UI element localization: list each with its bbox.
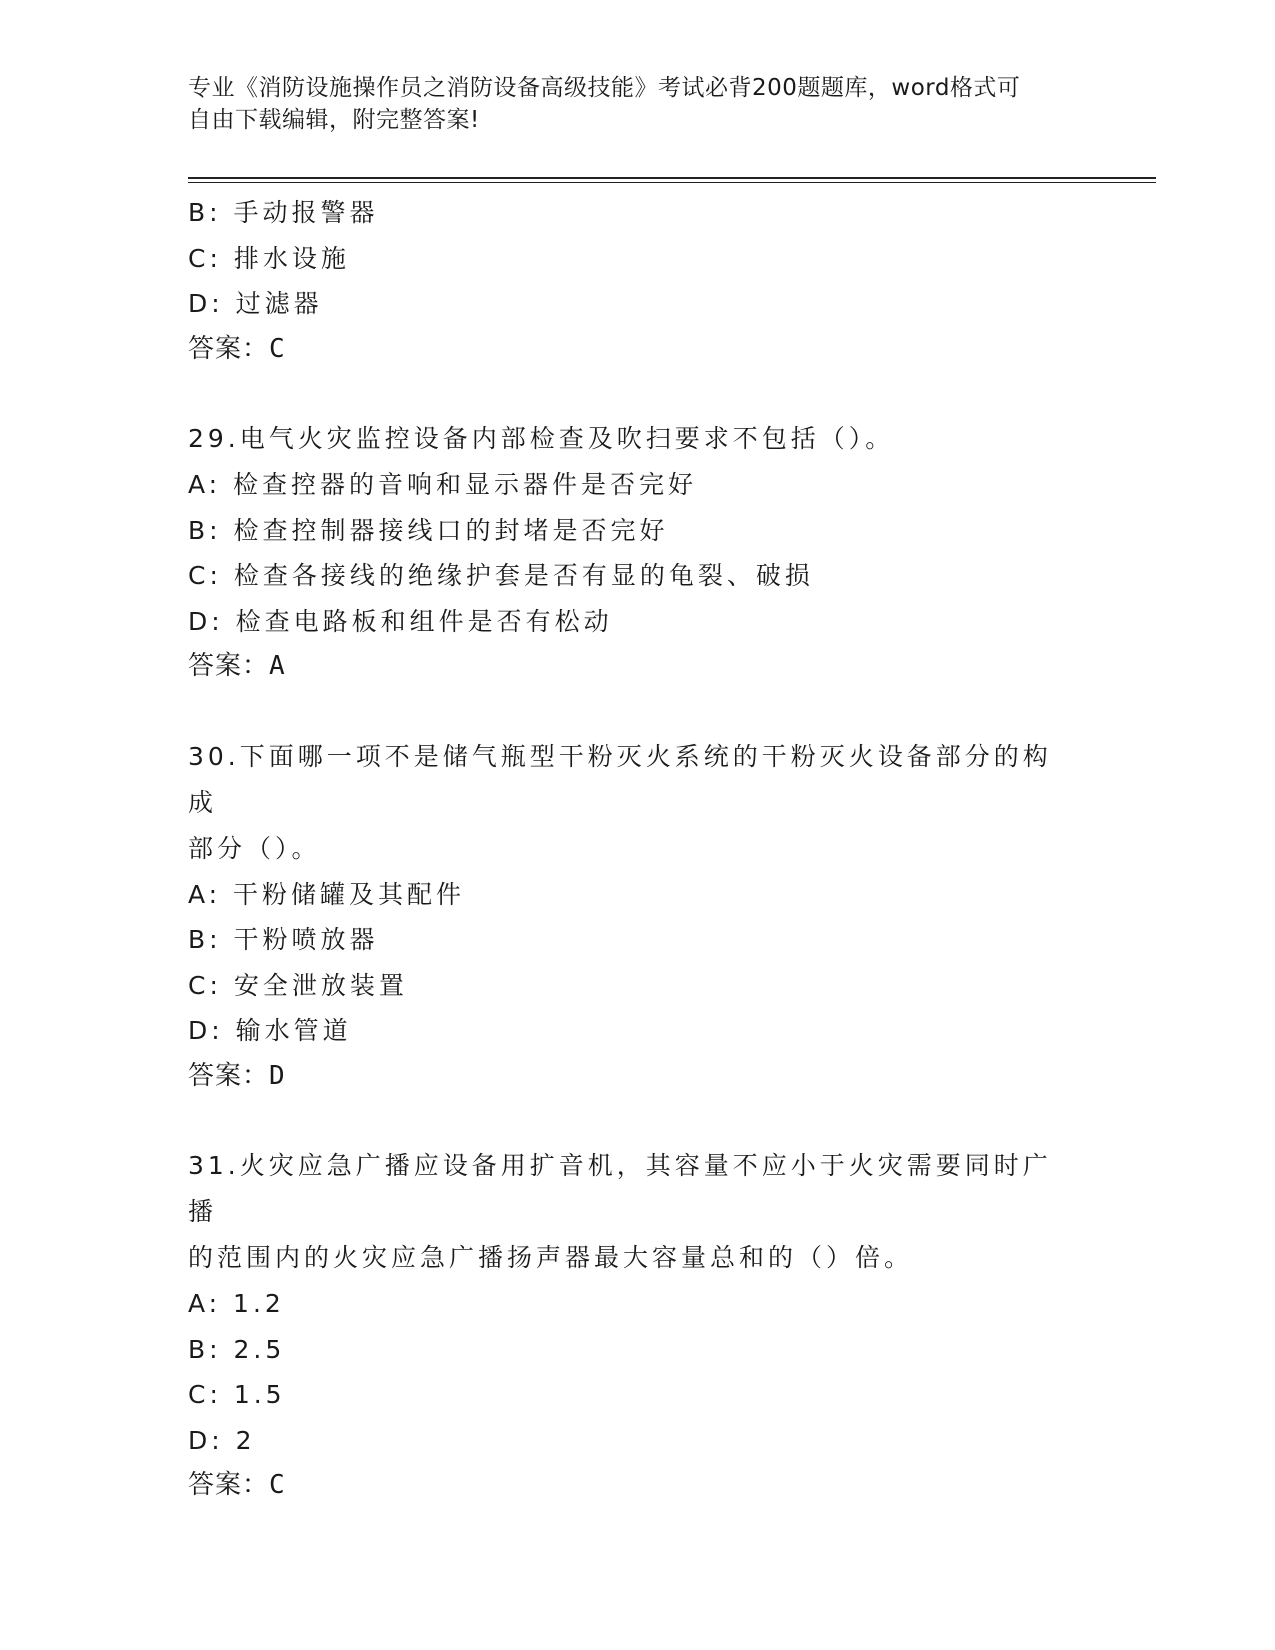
question-31	[188, 1143, 1088, 1509]
option-d: D: 过滤器	[188, 289, 323, 318]
option-d: D: 输水管道	[188, 1016, 352, 1045]
option-b: B: 检查控制器接线口的封堵是否完好	[188, 515, 669, 545]
option-b: B: 干粉喷放器	[188, 925, 379, 954]
option-d: D: 2	[188, 1425, 256, 1455]
option-c: C: 检查各接线的绝缘护套是否有显的龟裂、破损	[188, 561, 814, 590]
question-28-tail	[188, 190, 1088, 372]
option-b: B: 手动报警器	[188, 198, 379, 227]
question-stem-line-2: 部分（）。	[188, 833, 321, 863]
question-stem-line-1: 31.火灾应急广播应设备用扩音机，其容量不应小于火灾需要同时广播	[188, 1151, 1052, 1226]
answer-label: 答案：	[188, 1060, 270, 1091]
document-header	[188, 72, 1068, 136]
answer-label: 答案：	[188, 1470, 270, 1500]
option-c: C: 1.5	[188, 1380, 286, 1409]
answer-value: D	[269, 1060, 286, 1091]
question-stem-line-1: 30.下面哪一项不是储气瓶型干粉灭火系统的干粉灭火设备部分的构成	[188, 741, 1052, 817]
answer-line	[188, 644, 1088, 690]
option-c: C: 排水设施	[188, 243, 350, 273]
header-rule-thick	[188, 177, 1156, 179]
question-list	[188, 190, 1088, 1509]
header-rule-thin	[188, 182, 1156, 183]
question-stem: 29.电气火灾监控设备内部检查及吹扫要求不包括（）。	[188, 424, 895, 453]
option-a: A: 1.2	[188, 1289, 285, 1318]
option-d: D: 检查电路板和组件是否有松动	[188, 606, 613, 636]
answer-label: 答案：	[188, 651, 270, 681]
answer-label: 答案：	[188, 333, 270, 364]
question-29	[188, 416, 1088, 690]
answer-line	[188, 1054, 1088, 1100]
option-c: C: 安全泄放装置	[188, 970, 408, 1000]
question-stem-line-2: 的范围内的火灾应急广播扬声器最大容量总和的（）倍。	[188, 1243, 914, 1272]
option-b: B: 2.5	[188, 1334, 286, 1364]
answer-line	[188, 1463, 1088, 1509]
header-line-2: 自由下载编辑，附完整答案!	[188, 107, 480, 133]
header-line-1: 专业《消防设施操作员之消防设备高级技能》考试必背200题题库，word格式可	[188, 75, 1021, 101]
option-a: A: 检查控器的音响和显示器件是否完好	[188, 470, 698, 499]
question-30	[188, 734, 1088, 1100]
answer-value: A	[269, 651, 286, 681]
answer-line	[188, 327, 1088, 373]
answer-value: C	[269, 333, 286, 364]
answer-value: C	[269, 1470, 286, 1500]
option-a: A: 干粉储罐及其配件	[188, 879, 466, 909]
